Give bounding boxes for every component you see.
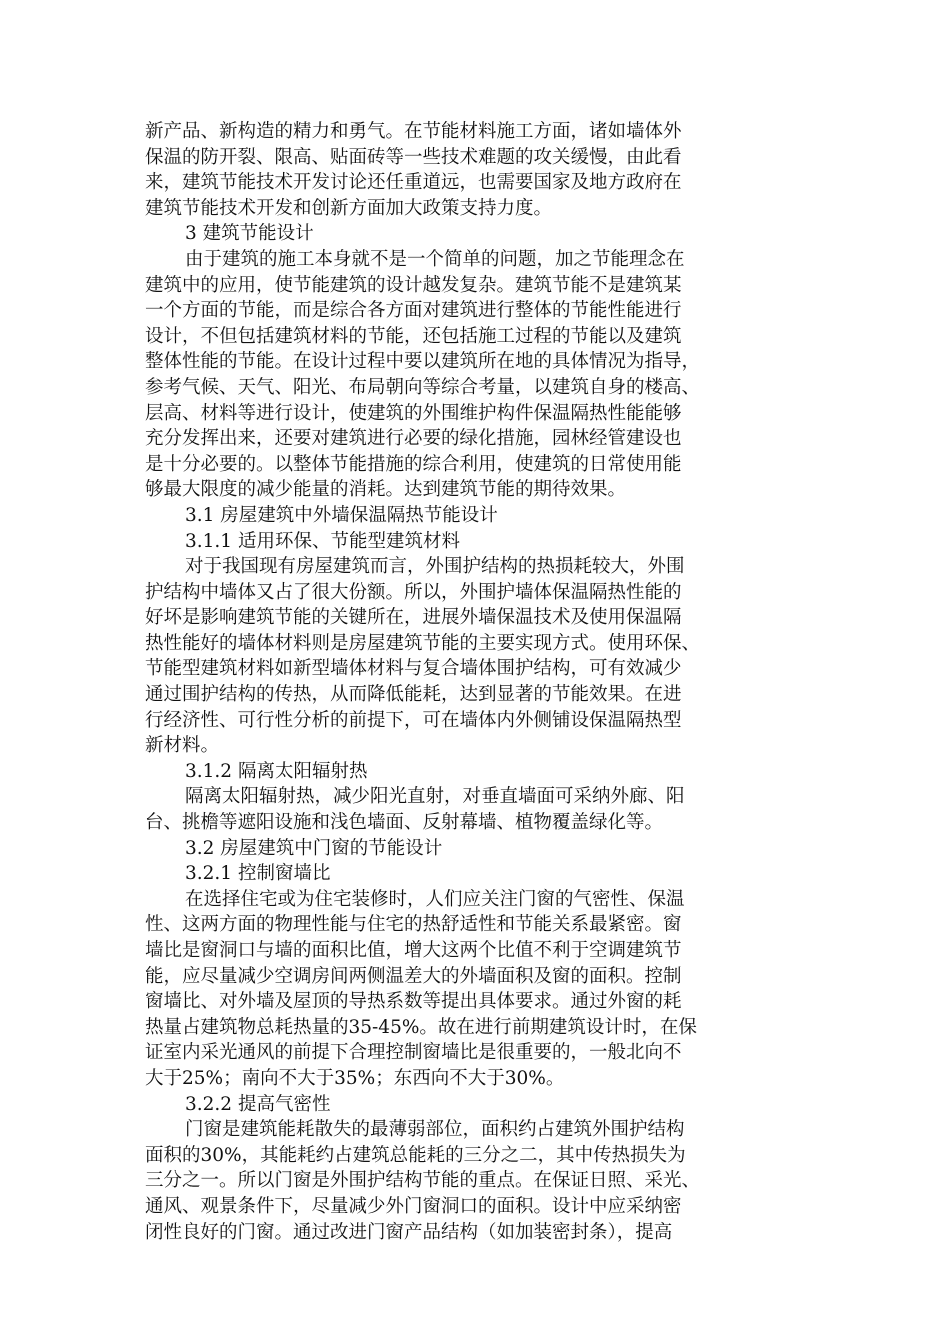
text-line: 隔离太阳辐射热，减少阳光直射，对垂直墙面可采纳外廊、阳	[185, 786, 685, 808]
text-line: 层高、材料等进行设计，使建筑的外围维护构件保温隔热性能能够	[145, 402, 682, 424]
section-heading: 3.2.2 提高气密性	[185, 1093, 331, 1115]
text-line: 性、这两方面的物理性能与住宅的热舒适性和节能关系最紧密。窗	[145, 914, 682, 936]
text-line: 面积的30%，其能耗约占建筑总能耗的三分之二，其中传热损失为	[145, 1144, 686, 1166]
section-heading: 3.1.1 适用环保、节能型建筑材料	[185, 530, 460, 552]
text-line: 由于建筑的施工本身就不是一个简单的问题，加之节能理念在	[185, 248, 685, 270]
section-heading: 3.2 房屋建筑中门窗的节能设计	[185, 837, 443, 859]
text-line: 建筑节能技术开发和创新方面加大政策支持力度。	[145, 197, 553, 219]
text-line: 一个方面的节能，而是综合各方面对建筑进行整体的节能性能进行	[145, 300, 682, 322]
section-heading: 3.2.1 控制窗墙比	[185, 863, 331, 885]
text-line: 热性能好的墙体材料则是房屋建筑节能的主要实现方式。使用环保、	[145, 632, 701, 654]
text-line: 整体性能的节能。在设计过程中要以建筑所在地的具体情况为指导，	[145, 351, 701, 373]
text-line: 大于25%；南向不大于35%；东西向不大于30%。	[145, 1067, 565, 1089]
text-line: 对于我国现有房屋建筑而言，外围护结构的热损耗较大，外围	[185, 556, 685, 578]
text-line: 证室内采光通风的前提下合理控制窗墙比是很重要的，一般北向不	[145, 1042, 682, 1064]
text-line: 闭性良好的门窗。通过改进门窗产品结构（如加装密封条），提高	[145, 1221, 673, 1243]
text-line: 建筑中的应用，使节能建筑的设计越发复杂。建筑节能不是建筑某	[145, 274, 682, 296]
text-line: 参考气候、天气、阳光、布局朝向等综合考量，以建筑自身的楼高、	[145, 376, 701, 398]
text-line: 设计，不但包括建筑材料的节能，还包括施工过程的节能以及建筑	[145, 325, 682, 347]
text-line: 充分发挥出来，还要对建筑进行必要的绿化措施，园林经管建设也	[145, 428, 682, 450]
text-line: 新材料。	[145, 735, 220, 757]
text-line: 能，应尽量减少空调房间两侧温差大的外墙面积及窗的面积。控制	[145, 965, 682, 987]
text-line: 好坏是影响建筑节能的关键所在，进展外墙保温技术及使用保温隔	[145, 607, 682, 629]
text-line: 节能型建筑材料如新型墙体材料与复合墙体围护结构，可有效减少	[145, 658, 682, 680]
section-heading: 3 建筑节能设计	[185, 223, 314, 245]
text-line: 是十分必要的。以整体节能措施的综合利用，使建筑的日常使用能	[145, 453, 682, 475]
text-line: 门窗是建筑能耗散失的最薄弱部位，面积约占建筑外围护结构	[185, 1119, 685, 1141]
text-line: 行经济性、可行性分析的前提下，可在墙体内外侧铺设保温隔热型	[145, 709, 682, 731]
section-heading: 3.1.2 隔离太阳辐射热	[185, 760, 368, 782]
text-line: 保温的防开裂、限高、贴面砖等一些技术难题的攻关缓慢，由此看	[145, 146, 682, 168]
text-line: 够最大限度的减少能量的消耗。达到建筑节能的期待效果。	[145, 479, 627, 501]
text-line: 热量占建筑物总耗热量的35-45%。故在进行前期建筑设计时，在保	[145, 1016, 697, 1038]
section-heading: 3.1 房屋建筑中外墙保温隔热节能设计	[185, 504, 498, 526]
text-line: 三分之一。所以门窗是外围护结构节能的重点。在保证日照、采光、	[145, 1170, 701, 1192]
text-line: 通过围护结构的传热，从而降低能耗，达到显著的节能效果。在进	[145, 684, 682, 706]
text-line: 通风、观景条件下，尽量减少外门窗洞口的面积。设计中应采纳密	[145, 1195, 682, 1217]
text-line: 护结构中墙体又占了很大份额。所以，外围护墙体保温隔热性能的	[145, 581, 682, 603]
text-line: 墙比是窗洞口与墙的面积比值，增大这两个比值不利于空调建筑节	[145, 940, 682, 961]
text-line: 窗墙比、对外墙及屋顶的导热系数等提出具体要求。通过外窗的耗	[145, 991, 682, 1013]
text-line: 新产品、新构造的精力和勇气。在节能材料施工方面，诸如墙体外	[145, 121, 682, 142]
text-line: 台、挑檐等遮阳设施和浅色墙面、反射幕墙、植物覆盖绿化等。	[145, 812, 664, 834]
document-page	[145, 119, 795, 1245]
text-line: 在选择住宅或为住宅装修时，人们应关注门窗的气密性、保温	[185, 888, 685, 910]
text-line: 来，建筑节能技术开发讨论还任重道远，也需要国家及地方政府在	[145, 172, 682, 194]
